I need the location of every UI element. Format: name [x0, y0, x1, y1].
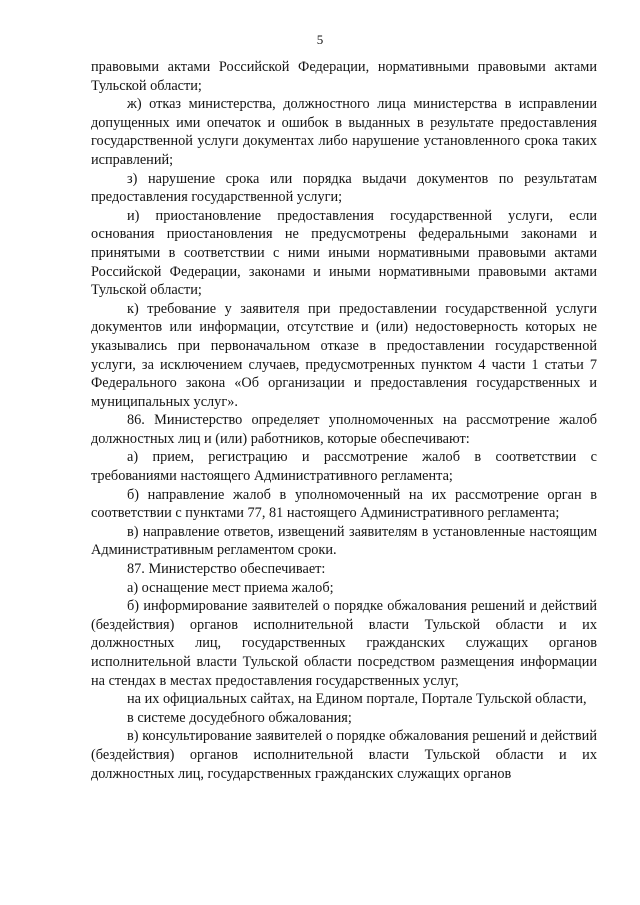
paragraph-87-item-a: а) оснащение мест приема жалоб; [127, 579, 334, 596]
paragraph-1: правовыми актами Российской Федерации, нормативными правовыми актами Тульской области; [91, 59, 597, 94]
page-number: 5 [316, 32, 324, 47]
paragraph-87-item-b-cont-1: на их официальных сайтах, на Едином портале, Портале Тульской области, [127, 691, 587, 708]
paragraph-87-item-b: б) информирование заявителей о порядке обжалования решений и действий (бездействия) органов исполнительной власти Тульской области и их должностных лиц, государственных гражданских служащих органов исполнительной власти Тульской области посредством размещения информации на стендах в местах предоставления государственных услуг, [91, 598, 597, 689]
paragraph-86-item-b: б) направление жалоб в уполномоченный на их рассмотрение орган в соответствии с пунктами 77, 81 настоящего Административного регламента; [91, 486, 597, 522]
document-body [91, 58, 597, 783]
paragraph-section-87: 87. Министерство обеспечивает: [127, 561, 326, 578]
paragraph-item-k: к) требование у заявителя при предоставлении государственной услуги документов или информации, отсутствие и (или) недостоверность которых не указывались при первоначальном отказе в предоставлении государственной услуги, за исключением случаев, предусмотренных пунктом 4 части 1 статьи 7 Федерального закона «Об организации и предоставления государственных и муниципальных услуг». [91, 300, 597, 410]
paragraph-item-z: з) нарушение срока или порядка выдачи документов по результатам предоставления государственной услуги; [91, 170, 597, 206]
paragraph-87-item-b-cont-2: в системе досудебного обжалования; [127, 709, 352, 726]
paragraph-86-item-a: а) прием, регистрацию и рассмотрение жалоб в соответствии с требованиями настоящего Административного регламента; [91, 449, 597, 485]
paragraph-86-item-v: в) направление ответов, извещений заявителям в установленные настоящим Административным регламентом сроки. [91, 523, 597, 559]
paragraph-section-86: 86. Министерство определяет уполномоченных на рассмотрение жалоб должностных лиц и (или) работников, которые обеспечивают: [91, 412, 597, 447]
paragraph-87-item-v: в) консультирование заявителей о порядке обжалования решений и действий (бездействия) органов исполнительной власти Тульской области и их должностных лиц, государственных гражданских служащих органов [91, 728, 597, 782]
paragraph-item-i: и) приостановление предоставления государственной услуги, если основания приостановления не предусмотрены федеральными законами и принятыми в соответствии с ними иными нормативными правовыми актами Российской Федерации, законами и иными нормативными правовыми актами Тульской области; [91, 207, 597, 299]
paragraph-item-zh: ж) отказ министерства, должностного лица министерства в исправлении допущенных ими опечаток и ошибок в выданных в результате предоставления государственной услуги документах либо нарушение установленного срока таких исправлений; [91, 96, 597, 168]
